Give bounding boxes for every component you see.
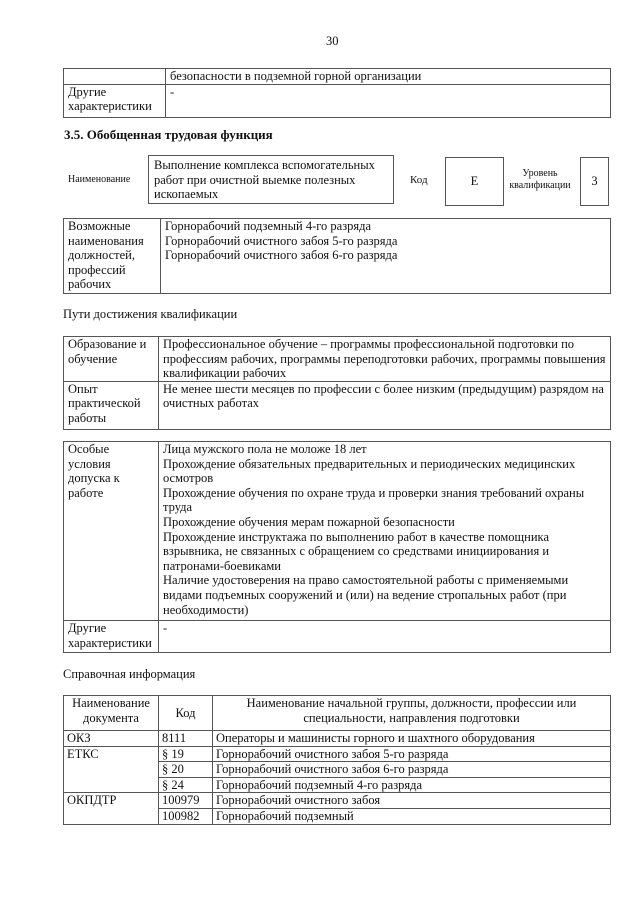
header-name: Наименование начальной группы, должности, профессии или специальности, направления подготовки xyxy=(213,696,611,731)
list-item: Горнорабочий очистного забоя 6-го разряда xyxy=(165,248,398,263)
code-value-box xyxy=(445,157,504,206)
code: 100982 xyxy=(159,808,213,824)
row-value: Профессиональное обучение – программы профессиональной подготовки по профессиям рабочих, программы переподготовки рабочих, программы повышения квалификации рабочих xyxy=(159,337,611,382)
name-label: Наименование xyxy=(68,174,131,185)
header-code: Код xyxy=(159,696,213,731)
top-table xyxy=(63,68,611,118)
list-item: Горнорабочий подземный 4-го разряда xyxy=(165,219,372,233)
possible-names-table xyxy=(63,218,611,294)
name: Горнорабочий очистного забоя 5-го разряда xyxy=(213,746,611,762)
list-item: Прохождение инструктажа по выполнению работ в качестве помощника взрывника, не связанных с обращением со средствами инициирования и патронами-боевиками xyxy=(163,529,550,573)
name: Операторы и машинисты горного и шахтного оборудования xyxy=(213,731,611,747)
code: § 20 xyxy=(159,762,213,778)
list-item: Горнорабочий очистного забоя 5-го разряда xyxy=(165,233,398,248)
row-label: Другие характеристики xyxy=(64,84,166,117)
list-item: Прохождение обучения по охране труда и проверки знания требований охраны труда xyxy=(163,485,585,515)
row-label: Опыт практической работы xyxy=(64,381,159,429)
code-value: E xyxy=(470,174,479,189)
code: § 24 xyxy=(159,777,213,793)
possible-names-list xyxy=(161,219,611,294)
row-label xyxy=(64,69,166,85)
code: 100979 xyxy=(159,793,213,809)
paths-heading: Пути достижения квалификации xyxy=(63,307,238,321)
header-document: Наименование документа xyxy=(64,696,159,731)
reference-table xyxy=(63,695,611,825)
row-value: - xyxy=(166,84,611,117)
doc-name: ОКЗ xyxy=(64,731,159,747)
list-item: Прохождение обязательных предварительных и периодических медицинских осмотров xyxy=(163,456,576,486)
row-label: Другие характеристики xyxy=(64,621,159,653)
code: § 19 xyxy=(159,746,213,762)
possible-names-label: Возможные наименования должностей, профессий рабочих xyxy=(64,219,161,294)
page-number: 30 xyxy=(326,34,339,48)
name: Горнорабочий подземный 4-го разряда xyxy=(213,777,611,793)
paths-table xyxy=(63,336,611,430)
name: Горнорабочий очистного забоя 6-го разряда xyxy=(213,762,611,778)
row-label: Образование и обучение xyxy=(64,337,159,382)
list-item: Лица мужского пола не моложе 18 лет xyxy=(163,442,367,456)
level-value-box xyxy=(580,157,609,206)
name: Горнорабочий подземный xyxy=(213,808,611,824)
conditions-list xyxy=(159,442,611,621)
list-item: Прохождение обучения мерам пожарной безопасности xyxy=(163,514,455,529)
code: 8111 xyxy=(159,731,213,747)
row-value: - xyxy=(159,621,611,653)
conditions-table xyxy=(63,441,611,653)
name-value-box xyxy=(148,155,394,204)
level-label: Уровень квалификации xyxy=(509,168,571,191)
row-value: безопасности в подземной горной организации xyxy=(166,69,611,85)
name: Горнорабочий очистного забоя xyxy=(213,793,611,809)
doc-name: ОКПДТР xyxy=(64,793,159,824)
conditions-label: Особые условия допуска к работе xyxy=(64,442,159,621)
row-value: Не менее шести месяцев по профессии с более низким (предыдущим) разрядом на очистных работах xyxy=(159,381,611,429)
list-item: Наличие удостоверения на право самостоятельной работы с применяемыми видами подъемных сооружений и (или) на ведение стропальных работ (при необходимости) xyxy=(163,573,569,617)
reference-heading: Справочная информация xyxy=(63,667,196,681)
name-value: Выполнение комплекса вспомогательных работ при очистной выемке полезных ископаемых xyxy=(154,158,375,202)
doc-name: ЕТКС xyxy=(64,746,159,793)
code-label: Код xyxy=(410,174,428,186)
section-heading: 3.5. Обобщенная трудовая функция xyxy=(64,127,273,142)
level-value: 3 xyxy=(591,174,598,189)
